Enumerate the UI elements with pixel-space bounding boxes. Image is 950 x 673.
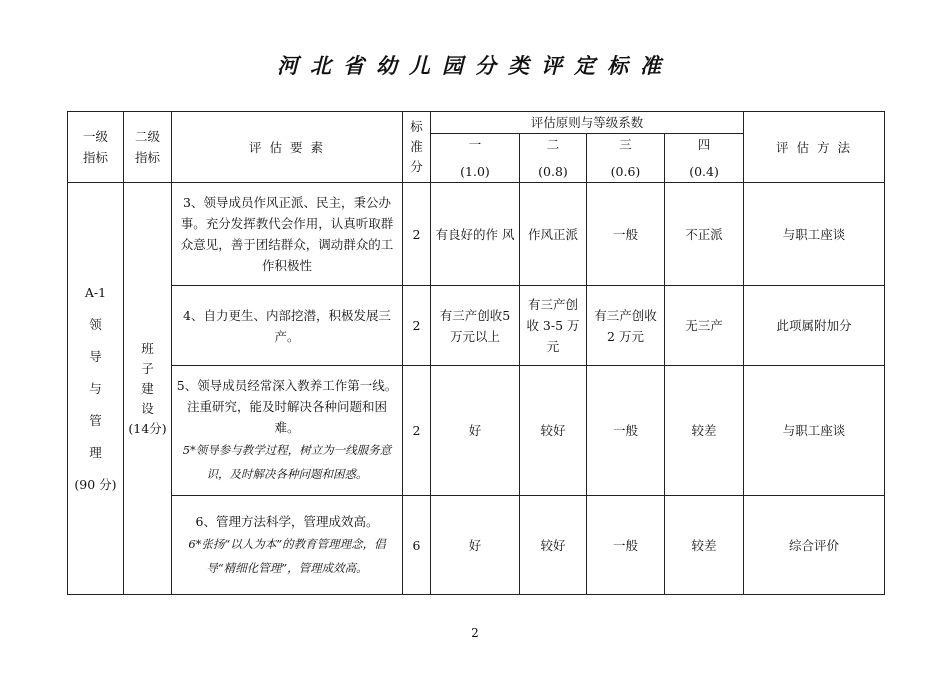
- grade-2-cell: 有三产创收 3-5 万 元: [520, 286, 587, 366]
- method-cell: 此项属附加分: [744, 286, 885, 366]
- header-method: 评 估 方 法: [744, 112, 885, 183]
- grade-3-cell: 一般: [587, 366, 665, 496]
- grade-1-cell: 有三产创收5万元以上: [431, 286, 520, 366]
- header-grade-3: 三 (0.6): [587, 134, 665, 183]
- header-grade-group: 评估原则与等级系数: [431, 112, 744, 134]
- method-cell: 综合评价: [744, 496, 885, 595]
- score-cell: 2: [403, 366, 431, 496]
- grade-3-cell: 有三产创收 2 万元: [587, 286, 665, 366]
- grade-4-cell: 较差: [665, 496, 744, 595]
- element-text: 5、领导成员经常深入教养工作第一线。注重研究，能及时解决各种问题和困难。 5*领导参与教学过程，树立为一线服务意识，及时解决各种问题和困惑。: [172, 366, 403, 496]
- score-cell: 6: [403, 496, 431, 595]
- score-cell: 2: [403, 286, 431, 366]
- header-elements: 评 估 要 素: [172, 112, 403, 183]
- grade-4-cell: 无三产: [665, 286, 744, 366]
- grade-2-cell: 较好: [520, 496, 587, 595]
- grade-3-cell: 一般: [587, 496, 665, 595]
- score-cell: 2: [403, 183, 431, 286]
- grade-1-cell: 好: [431, 496, 520, 595]
- method-cell: 与职工座谈: [744, 366, 885, 496]
- level1-indicator: A-1 领 导 与 管 理 (90 分): [68, 183, 124, 595]
- element-text: 3、领导成员作风正派、民主，秉公办事。充分发挥教代会作用，认真听取群众意见，善于团结群众，调动群众的工作积极性: [172, 183, 403, 286]
- header-level1: 一级 指标: [68, 112, 124, 183]
- header-grade-4: 四 (0.4): [665, 134, 744, 183]
- document-title: 河北省幼儿园分类评定标准: [277, 53, 673, 78]
- method-cell: 与职工座谈: [744, 183, 885, 286]
- grade-3-cell: 一般: [587, 183, 665, 286]
- table-row: [68, 366, 885, 496]
- element-note: 6*张扬“以人为本”的教育管理理念，倡导“精细化管理”，管理成效高。: [188, 536, 386, 575]
- table-row: [68, 183, 885, 286]
- level2-indicator: 班 子 建 设 (14分): [124, 183, 172, 595]
- page-number: 2: [471, 626, 479, 640]
- header-grade-2: 二 (0.8): [520, 134, 587, 183]
- table-row: [68, 496, 885, 595]
- grade-1-cell: 有良好的作 风: [431, 183, 520, 286]
- grade-4-cell: 不正派: [665, 183, 744, 286]
- grade-2-cell: 作风正派: [520, 183, 587, 286]
- header-score: 标 准 分: [403, 112, 431, 183]
- grade-4-cell: 较差: [665, 366, 744, 496]
- grade-1-cell: 好: [431, 366, 520, 496]
- element-note: 5*领导参与教学过程，树立为一线服务意识，及时解决各种问题和困惑。: [182, 443, 392, 481]
- element-text: 4、自力更生、内部挖潜，积极发展三产。: [172, 286, 403, 366]
- header-level2: 二级 指标: [124, 112, 172, 183]
- header-row-top: [68, 112, 885, 134]
- header-grade-1: 一 (1.0): [431, 134, 520, 183]
- grade-2-cell: 较好: [520, 366, 587, 496]
- table-row: [68, 286, 885, 366]
- evaluation-table: [67, 111, 885, 595]
- element-text: 6、管理方法科学，管理成效高。 6*张扬“以人为本”的教育管理理念，倡导“精细化管理”，管理成效高。: [172, 496, 403, 595]
